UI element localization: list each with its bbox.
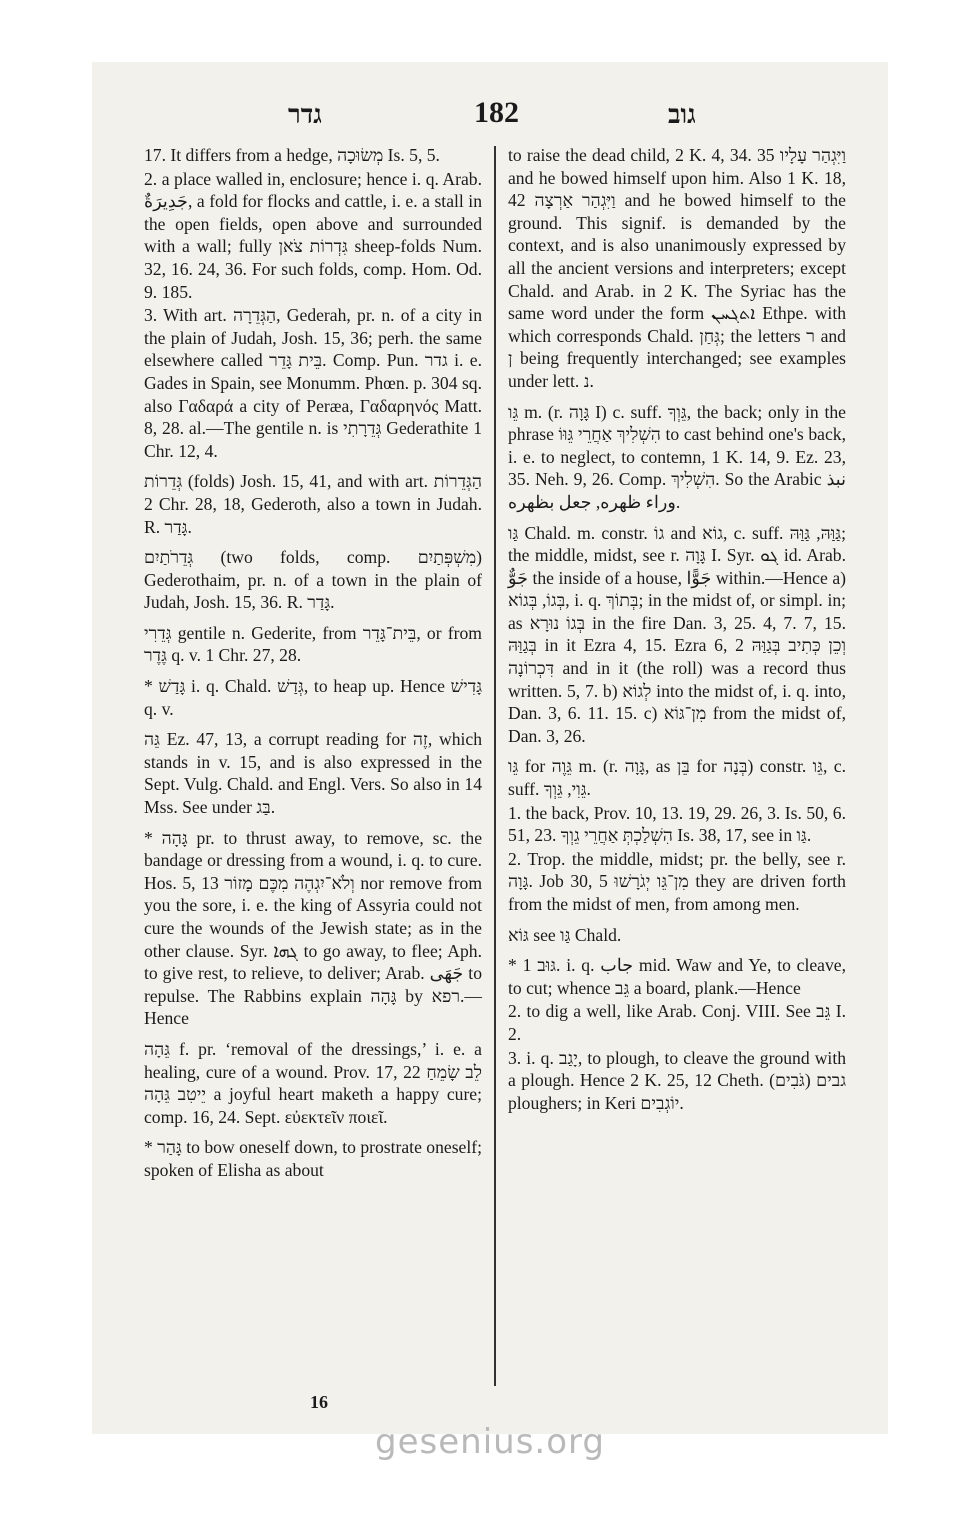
entry-paragraph: גֵּו for גֵּוֶה m. (r. גָּוָה, as בֵּן for בְּנָה) constr. גֵּו, c. suff. גֵּוִי, גֵּוְךָ. xyxy=(508,756,846,800)
header-right-word: גוב xyxy=(668,100,696,129)
entry-paragraph: 17. It differs from a hedge, מְשׂוּכָה Is. 5, 5. xyxy=(144,145,440,165)
entry-paragraph: 2. a place walled in, enclosure; hence i. q. Arab. جَدِيرَةٌ, a fold for flocks and cattle, i. e. a stall in the open fields, open above and surrounded with a wall; fully גִּדְרוֹת צֹאן sheep-folds Num. 32, 16. 24, 36. For such folds, comp. Hom. Od. 9. 185. xyxy=(144,168,482,302)
entry-paragraph: * גָּהַר to bow oneself down, to prostrate oneself; spoken of Elisha as about xyxy=(144,1137,482,1180)
entry-paragraph: to raise the dead child, 2 K. 4, 34. 35 וַיִּגְהַר עָלָיו and he bowed himself upon him. Also 1 K. 18, 42 וַיִּגְהַר אַרְצָה and he bowed himself to the ground. This signif. is demanded by the context, and is also unanimously expressed by all the ancient versions and interpreters; except Chald. and Arab. in 2 K. The Syriac has the same word under the form ܐܬܓܚܢ Ethpe. with which corresponds Chald. גְּחַן; the letters ר and ן being frequently interchanged; see examples under lett. נ. xyxy=(508,145,846,391)
entry-paragraph: * גָּהָה pr. to thrust away, to remove, sc. the bandage or dressing from a wound, i. q. to cure. Hos. 5, 13 וְלֹא־יִגְהֶה מִכֶּם מָזוֹר nor remove from you the sore, i. e. the king of Assyria could not cure the wounds of the Jewish state; as in the other clause. Syr. ܓܗܐ to go away, to flee; Aph. to give rest, to relieve, to deliver; Arab. جَهَى to repulse. The Rabbins explain גָּהָה by רפא.—Hence xyxy=(144,827,483,1029)
entry-paragraph: גֵּהָה f. pr. ‘removal of the dressings,’ i. e. a healing, cure of a wound. Prov. 17, 22 לֵב שָׂמֵחַ יֵיטִב גֵּהָה a joyful heart maketh a happy cure; comp. 16, 24. Sept. εὐεκτεῖν ποιεῖ. xyxy=(144,1038,483,1127)
signature-mark: 16 xyxy=(310,1392,328,1412)
entry-paragraph: גְּדֵרוֹת (folds) Josh. 15, 41, and with art. הַגְּדֵרוֹת 2 Chr. 28, 18, Gederoth, also a town in Judah. R. גָּדַר. xyxy=(144,471,482,537)
right-column xyxy=(508,144,846,1115)
entry-paragraph: * גּוּב 1. i. q. جاب mid. Waw and Ye, to cleave, to cut; whence גֵּב a board, plank.—Hence xyxy=(508,955,846,998)
entry-paragraph: גֵּו m. (r. גָּוָה I) c. suff. גֵּוְךָ, the back; only in the phrase הִשְׁלִיךְ אַחֲרֵי גֵּוּוֹ to cast behind one's back, i. e. to neglect, to contemn, 1 K. 14, 9. Ez. 23, 35. Neh. 9, 26. Comp. הִשְׁלִיךְ. So the Arabic نبذ وراء ظهره, جعل بظهره. xyxy=(508,401,847,512)
entry-paragraph: גְּדֵרֹתַיִם (two folds, comp. מִשְׁפְּתַיִם) Gederothaim, pr. n. of a town in the plain of Judah, Josh. 15, 36. R. גָּדַר. xyxy=(144,547,482,613)
left-column xyxy=(144,144,482,1183)
entry-paragraph: גֵּה Ez. 47, 13, a corrupt reading for זֶה, which stands in v. 15, and is also expressed in the Sept. Vulg. Chald. and Engl. Vers. So also in 14 Mss. See under בַּג. xyxy=(144,729,482,818)
site-watermark: gesenius.org xyxy=(375,1422,605,1462)
entry-paragraph: 2. to dig a well, like Arab. Conj. VIII. See גֵּב I. 2. xyxy=(508,1001,846,1044)
entry-paragraph: 3. With art. הַגְּדֵרָה, Gederah, pr. n. of a city in the plain of Judah, Josh. 15, 36; perh. the same elsewhere called בֵּית גָּדֵר. Comp. Pun. גדר i. e. Gades in Spain, see Monumm. Phœn. p. 304 sq. also Γαδαρά a city of Peræa, Γαδαρηνός Matt. 8, 28. al.—The gentile n. is גְּדֵרָתִי Gederathite 1 Chr. 12, 4. xyxy=(144,305,482,461)
entry-paragraph: 3. i. q. יָגַב, to plough, to cleave the ground with a plough. Hence 2 K. 25, 12 Cheth. גבים (גֹּבִים) ploughers; in Keri יוֹגְבִים. xyxy=(508,1047,846,1113)
entry-paragraph: גּוֹא see גַּו Chald. xyxy=(508,924,622,945)
entry-paragraph: * גָּדַשׁ i. q. Chald. גְּדַשׁ, to heap up. Hence גָּדִישׁ q. v. xyxy=(144,676,482,719)
column-divider xyxy=(494,146,496,1386)
page-number: 182 xyxy=(474,96,519,129)
entry-paragraph: גַּו Chald. m. constr. גוֹ and גוֹא, c. suff. גַּוַּהּ, גַּוַּהּ; the middle, midst, see r. גָּוָה I. Syr. ܓܘ id. Arab. جَوٌّ the inside of a house, جَوًّا within.—Hence a) בְּגוֹ, בְּגוֹא, i. q. בְּתוֹךְ; in the midst of, or simpl. in; as בְּגוֹ נוּרָא in the fire Dan. 3, 25. 4, 7. 7, 15. בְּגַוַּהּ in it Ezra 4, 15. Ezra 6, 2 וְכֵן כְּתִיב בְּגַוַּהּ דִּכְרוֹנָה and in it (the roll) was a record thus written. 5, 7. b) לְגוֹא into the midst of, i. q. into, Dan. 3, 6. 11. 15. c) מִן־גּוֹא from the midst of, Dan. 3, 26. xyxy=(508,522,847,746)
running-header xyxy=(138,96,850,136)
entry-paragraph: 1. the back, Prov. 10, 13. 19, 29. 26, 3. Is. 50, 6. 51, 23. הִשְׁלַכְתְּ אַחֲרֵי גֵוְךָ Is. 38, 17, see in גַּו. xyxy=(508,802,846,846)
header-left-word: גדר xyxy=(288,100,322,129)
entry-paragraph: גְּדֵרִי gentile n. Gederite, from בֵּית־גָּדֵר, or from גֶּדֶר q. v. 1 Chr. 27, 28. xyxy=(144,622,482,666)
entry-paragraph: 2. Trop. the middle, midst; pr. the belly, see r. גָּוָה. Job 30, 5 מִן־גֵּו יְגֹרָשׁוּ they are driven forth from the midst of men, from among men. xyxy=(508,848,846,914)
